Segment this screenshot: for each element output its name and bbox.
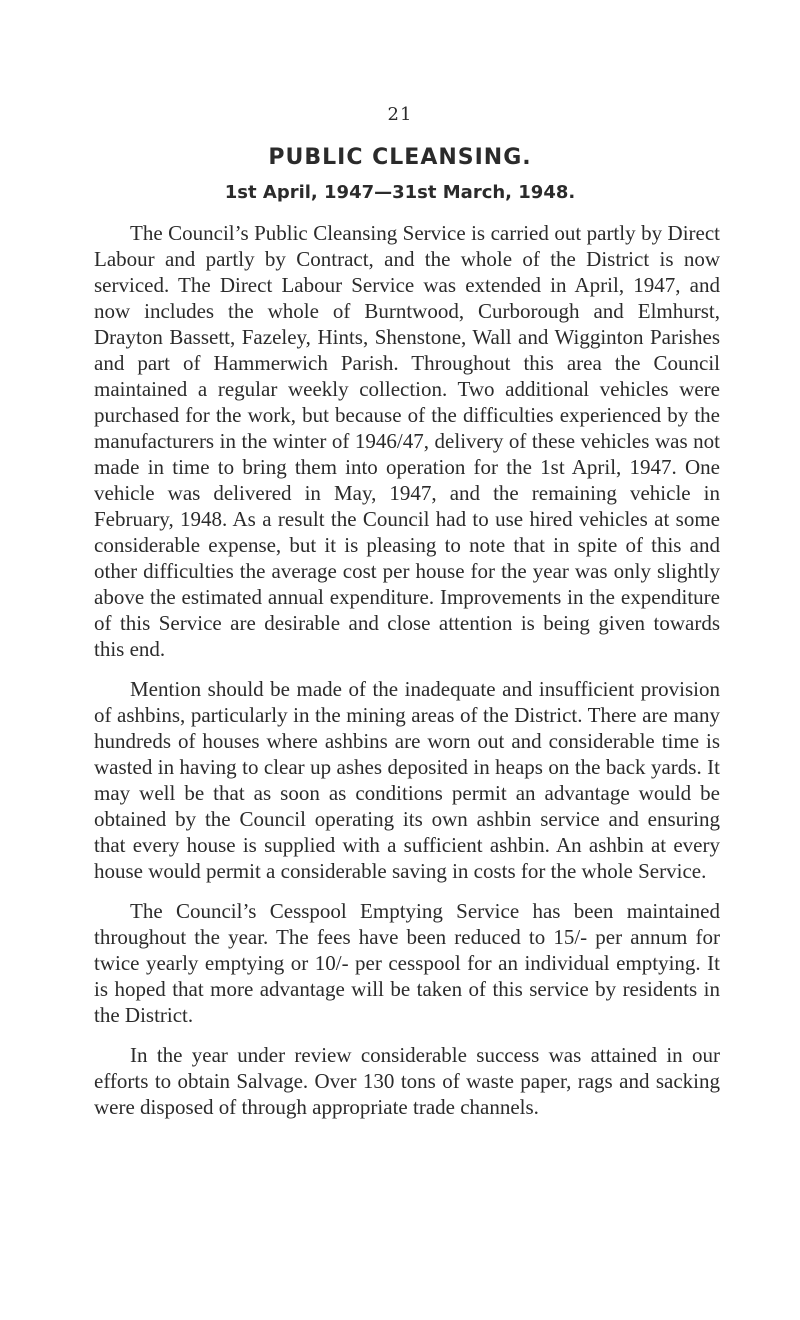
body-text <box>94 220 720 1134</box>
date-range-subheading: 1st April, 1947—31st March, 1948. <box>224 182 576 203</box>
paragraph-salvage: In the year under review considerable success was attained in our efforts to obtain Salvage. Over 130 tons of waste paper, rags and sacking were disposed of through appropriate trade channels. <box>94 1043 720 1119</box>
paragraph-public-cleansing: The Council’s Public Cleansing Service is carried out partly by Direct Labour and partly by Contract, and the whole of the District is now serviced. The Direct Labour Service was extended in April, 1947, and now includes the whole of Burntwood, Curborough and Elmhurst, Drayton Bassett, Fazeley, Hints, Shenstone, Wall and Wigginton Parishes and part of Hammerwich Parish. Throughout this area the Council maintained a regular weekly collection. Two additional vehicles were purchased for the work, but because of the difficulties experienced by the manufacturers in the winter of 1946/47, delivery of these vehicles was not made in time to bring them into operation for the 1st April, 1947. One vehicle was delivered in May, 1947, and the remaining vehicle in February, 1948. As a result the Council had to use hired vehicles at some considerable expense, but it is pleasing to note that in spite of this and other difficulties the average cost per house for the year was only slightly above the estimated annual expenditure. Improvements in the expenditure of this Service are desirable and close attention is being given towards this end. <box>94 221 720 661</box>
paragraph-ashbins: Mention should be made of the inadequate and insufficient provision of ashbins, particularly in the mining areas of the District. There are many hundreds of houses where ashbins are worn out and considerable time is wasted in having to clear up ashes deposited in heaps on the back yards. It may well be that as soon as conditions permit an advantage would be obtained by the Council operating its own ashbin service and ensuring that every house is supplied with a sufficient ashbin. An ashbin at every house would permit a considerable saving in costs for the whole Service. <box>94 677 720 883</box>
page-number: 21 <box>387 104 413 125</box>
paragraph-cesspool: The Council’s Cesspool Emptying Service has been maintained throughout the year. The fees have been reduced to 15/- per annum for twice yearly emptying or 10/- per cesspool for an individual emptying. It is hoped that more advantage will be taken of this service by residents in the District. <box>94 899 720 1027</box>
section-heading: PUBLIC CLEANSING. <box>268 145 532 170</box>
